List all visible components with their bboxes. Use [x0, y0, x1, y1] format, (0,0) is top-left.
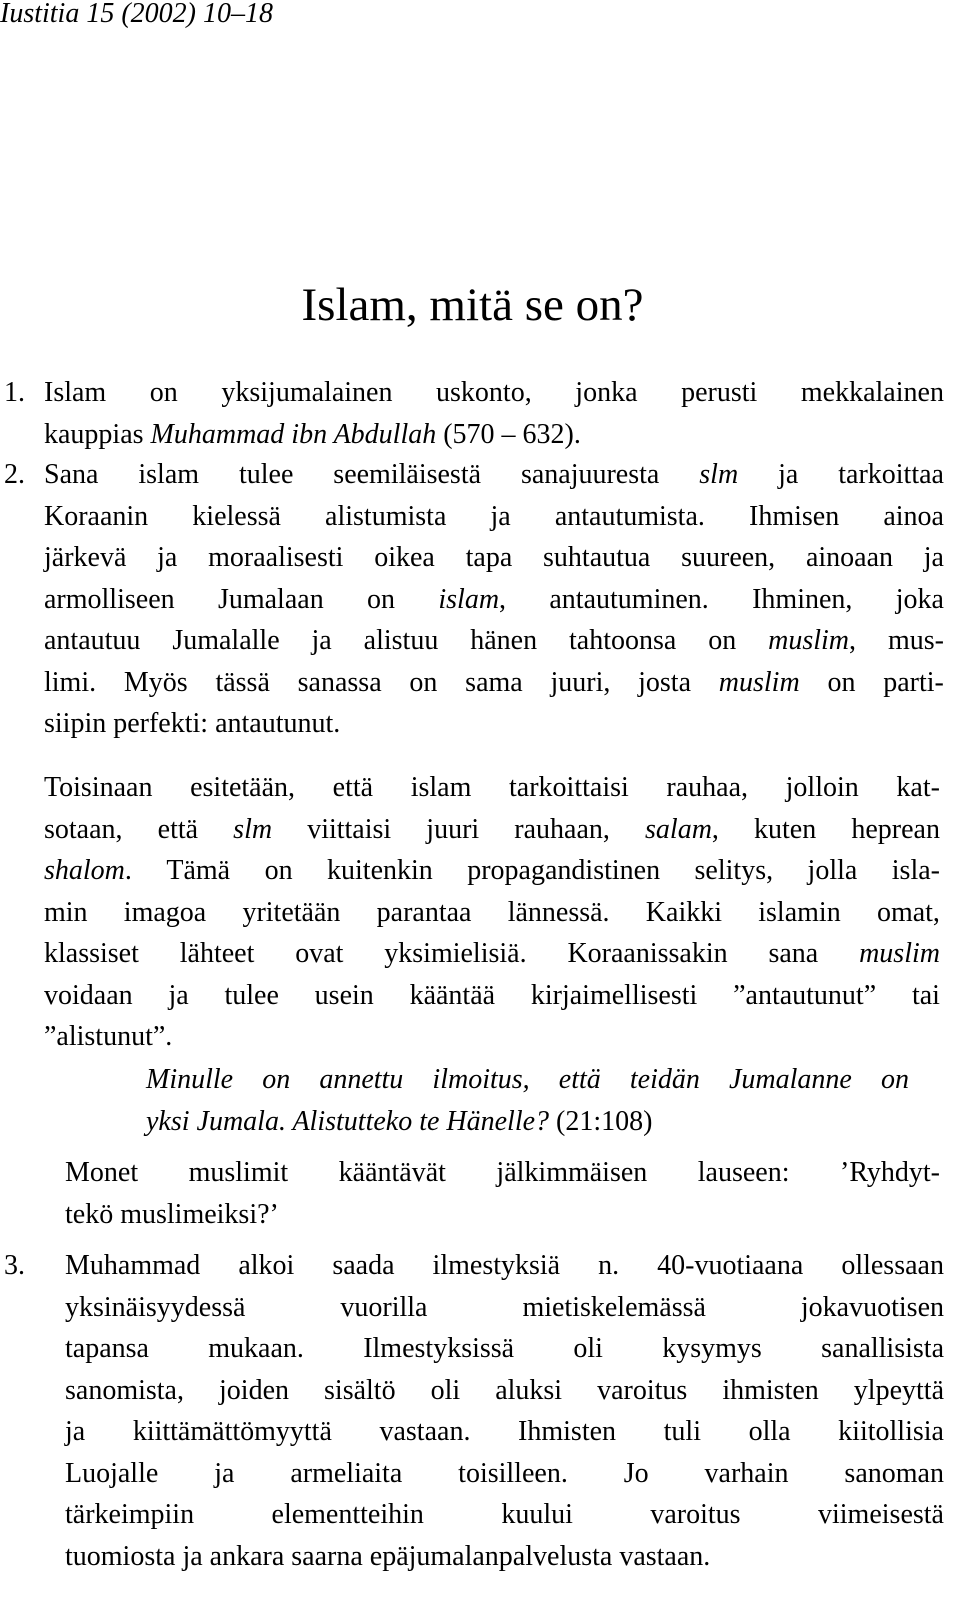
word: parti-	[883, 666, 944, 698]
word: sisältö	[324, 1374, 396, 1406]
text-line	[44, 620, 944, 662]
text-run: kauppias	[44, 418, 151, 450]
word: joka	[895, 583, 944, 615]
word: suureen,	[681, 542, 776, 573]
word: selitys,	[694, 855, 774, 886]
text-line	[44, 933, 940, 975]
text-line	[44, 496, 944, 538]
word: omat,	[876, 896, 940, 928]
word: varoitus	[650, 1499, 741, 1530]
word: Jumalalle	[172, 625, 280, 656]
word: Monet	[65, 1157, 139, 1188]
word: armolliseen	[44, 583, 175, 615]
word: voidaan	[44, 979, 133, 1011]
word: oli	[430, 1374, 461, 1406]
word: joiden	[219, 1374, 290, 1406]
word: antautuu	[44, 625, 141, 656]
text-run: tuomiosta ja ankara saarna epäjumalanpalvelusta vastaan.	[65, 1540, 711, 1572]
word: juuri,	[550, 666, 611, 698]
word: että	[332, 772, 374, 803]
word: Koraanin	[44, 500, 149, 532]
word: antautuminen.	[549, 583, 709, 615]
word: muslim	[718, 666, 800, 698]
word: tuli	[663, 1416, 701, 1447]
word: ilmoitus,	[432, 1064, 530, 1095]
word: mekkalainen	[800, 377, 944, 408]
word: ainoa	[883, 500, 944, 532]
word: Sana	[44, 459, 99, 490]
word: ja	[923, 542, 944, 573]
word: uskonto,	[436, 377, 532, 408]
word: sanomista,	[65, 1374, 184, 1406]
text-run: (21:108)	[549, 1105, 653, 1137]
word: kielessä	[192, 500, 281, 532]
word: Luojalle	[65, 1457, 159, 1489]
text-line	[44, 414, 944, 456]
text-line	[65, 1453, 944, 1495]
word: suhtautua	[543, 542, 651, 573]
word: antautumista.	[554, 500, 705, 532]
item-body	[44, 454, 944, 745]
word: ja	[778, 459, 799, 490]
word: Koraanissakin	[567, 938, 728, 969]
word: josta	[638, 666, 692, 698]
text-line	[65, 1370, 944, 1412]
word: sama	[465, 666, 523, 698]
word: limi.	[44, 666, 97, 698]
word: on	[409, 666, 438, 698]
word: on	[264, 855, 293, 886]
text-line	[44, 850, 940, 892]
word: Kaikki	[645, 896, 723, 928]
word: muslim,	[768, 625, 857, 656]
word: islam,	[438, 583, 507, 615]
word: sana	[768, 938, 819, 969]
text-line	[65, 1494, 944, 1536]
word: kuten	[754, 813, 817, 845]
word: on	[708, 625, 737, 656]
word: olla	[748, 1416, 791, 1447]
word: yksimielisiä.	[384, 938, 527, 969]
item-number: 2.	[4, 459, 25, 490]
item-number: 3.	[4, 1250, 25, 1281]
word: salam,	[645, 813, 719, 845]
text-run: ”alistunut”.	[44, 1021, 173, 1052]
text-line	[65, 1328, 944, 1370]
word: tulee	[238, 459, 294, 490]
word: ja	[490, 500, 511, 532]
word: usein	[314, 979, 374, 1011]
text-line	[44, 975, 940, 1017]
article-title: Islam, mitä se on?	[301, 279, 644, 331]
word: islamin	[758, 896, 841, 928]
paragraph-peace-interpretation	[44, 767, 940, 1058]
word: tahtoonsa	[569, 625, 677, 656]
word: oikea	[374, 542, 435, 573]
word: klassiset	[44, 938, 139, 969]
word: alistuu	[363, 625, 439, 656]
word: kirjaimellisesti	[530, 979, 698, 1011]
text-line	[65, 1152, 940, 1194]
word: Jumalaan	[217, 583, 324, 615]
word: teidän	[629, 1064, 700, 1095]
word: heprean	[851, 813, 940, 845]
word: varhain	[704, 1457, 789, 1489]
word: Toisinaan	[44, 772, 153, 803]
word: tapa	[465, 542, 513, 573]
word: viittaisi	[307, 813, 392, 845]
word: vastaan.	[379, 1416, 471, 1447]
text-line	[44, 537, 944, 579]
word: sanoman	[844, 1457, 944, 1489]
word: mukaan.	[208, 1333, 304, 1364]
word: mus-	[887, 625, 944, 656]
text-line	[65, 1194, 940, 1236]
word: ovat	[295, 938, 344, 969]
word: shalom.	[44, 855, 132, 886]
word: Islam	[44, 377, 107, 408]
word: mietiskelemässä	[522, 1291, 706, 1323]
word: slm	[699, 459, 739, 490]
word: varoitus	[597, 1374, 688, 1406]
word: ihmisten	[722, 1374, 819, 1406]
word: ja	[214, 1457, 235, 1489]
item-number: 1.	[4, 377, 25, 408]
paragraph-translation-note	[65, 1152, 940, 1235]
word: 40-vuotiaana	[657, 1250, 804, 1281]
word: kääntävät	[338, 1157, 446, 1188]
word: Ihminen,	[752, 583, 853, 615]
word: että	[558, 1064, 601, 1095]
word: yritetään	[242, 896, 341, 928]
word: yksinäisyydessä	[65, 1291, 246, 1323]
word: tarkoittaa	[838, 459, 944, 490]
word: Jumalanne	[728, 1064, 852, 1095]
word: on	[880, 1064, 909, 1095]
word: kuitenkin	[327, 855, 433, 886]
word: min	[44, 896, 88, 928]
word: ’Ryhdyt-	[840, 1157, 940, 1188]
word: islam	[138, 459, 200, 490]
word: on	[262, 1064, 291, 1095]
word: tarkoittaisi	[509, 772, 629, 803]
text-run: siipin perfekti: antautunut.	[44, 708, 341, 739]
word: lännessä.	[507, 896, 610, 928]
word: ”antautunut”	[733, 979, 877, 1011]
word: ollessaan	[841, 1250, 944, 1281]
word: on	[367, 583, 396, 615]
word: jokavuotisen	[800, 1291, 944, 1323]
word: tässä	[215, 666, 270, 698]
word: jälkimmäisen	[496, 1157, 648, 1188]
word: Jo	[623, 1457, 649, 1489]
text-line	[44, 1016, 940, 1058]
word: Myös	[123, 666, 188, 698]
text-line	[44, 767, 940, 809]
word: on	[149, 377, 178, 408]
koran-quote	[146, 1059, 909, 1142]
word: esitetään,	[190, 772, 296, 803]
word: että	[157, 813, 199, 845]
word: juuri	[426, 813, 480, 845]
word: n.	[598, 1250, 620, 1281]
text-run: tekö muslimeiksi?’	[65, 1198, 279, 1230]
word: muslimit	[188, 1157, 289, 1188]
word: imagoa	[123, 896, 207, 928]
word: rauhaan,	[514, 813, 610, 845]
word: kääntää	[409, 979, 496, 1011]
word: Ihmisten	[518, 1416, 617, 1447]
word: rauhaa,	[666, 772, 749, 803]
word: oli	[573, 1333, 603, 1364]
word: moraalisesti	[208, 542, 344, 573]
word: elementteihin	[271, 1499, 424, 1530]
word: Muhammad	[65, 1250, 201, 1281]
word: sanallisista	[821, 1333, 944, 1364]
word: viimeisestä	[818, 1499, 944, 1530]
word: tulee	[224, 979, 279, 1011]
word: ja	[157, 542, 178, 573]
word: kiittämättömyyttä	[132, 1416, 332, 1447]
text-line	[65, 1245, 944, 1287]
word: ja	[65, 1416, 86, 1447]
italic-run: Muhammad ibn Abdullah	[150, 418, 437, 450]
text-line	[65, 1287, 944, 1329]
word: kuului	[501, 1499, 573, 1530]
word: slm	[233, 813, 273, 845]
item-body	[65, 1245, 944, 1577]
text-line	[44, 892, 940, 934]
word: annettu	[319, 1064, 404, 1095]
word: yksijumalainen	[221, 377, 393, 408]
word: tapansa	[65, 1333, 149, 1364]
item-body	[44, 372, 944, 455]
word: toisilleen.	[458, 1457, 568, 1489]
word: kat-	[896, 772, 940, 803]
word: islam	[410, 772, 472, 803]
text-line	[65, 1536, 944, 1578]
word: jolloin	[785, 772, 859, 803]
word: parantaa	[376, 896, 472, 928]
word: jonka	[575, 377, 638, 408]
word: propagandistinen	[467, 855, 661, 886]
word: seemiläisestä	[333, 459, 482, 490]
word: jolla	[807, 855, 858, 886]
word: aluksi	[495, 1374, 563, 1406]
text-run: (570 – 632).	[436, 418, 581, 450]
word: Ihmisen	[749, 500, 840, 532]
text-line	[44, 454, 944, 496]
word: ainoaan	[805, 542, 893, 573]
word: saada	[332, 1250, 395, 1281]
word: alkoi	[238, 1250, 295, 1281]
word: lauseen:	[697, 1157, 790, 1188]
word: tärkeimpiin	[65, 1499, 195, 1530]
word: Ilmestyksissä	[363, 1333, 515, 1364]
text-line	[44, 703, 944, 745]
word: alistumista	[325, 500, 447, 532]
word: ilmestyksiä	[432, 1250, 561, 1281]
word: on	[827, 666, 856, 698]
text-line	[44, 579, 944, 621]
word: lähteet	[179, 938, 255, 969]
word: tai	[911, 979, 940, 1011]
word: perusti	[681, 377, 758, 408]
word: ylpeyttä	[853, 1374, 944, 1406]
word: sanajuuresta	[520, 459, 660, 490]
word: kiitollisia	[838, 1416, 944, 1447]
italic-run: yksi Jumala. Alistutteko te Hänelle?	[146, 1105, 550, 1137]
word: sanassa	[297, 666, 382, 698]
word: Tämä	[166, 855, 231, 886]
word: muslim	[859, 938, 940, 969]
text-line	[44, 372, 944, 414]
text-line	[65, 1411, 944, 1453]
word: sotaan,	[44, 813, 123, 845]
word: järkevä	[44, 542, 127, 573]
journal-reference: Iustitia 15 (2002) 10–18	[0, 0, 273, 29]
text-line	[146, 1059, 909, 1101]
word: hänen	[470, 625, 538, 656]
word: armeliaita	[290, 1457, 403, 1489]
word: ja	[168, 979, 189, 1011]
word: isla-	[891, 855, 940, 886]
word: ja	[311, 625, 332, 656]
word: kysymys	[662, 1333, 762, 1364]
word: vuorilla	[340, 1291, 428, 1323]
text-line	[146, 1101, 909, 1143]
text-line	[44, 809, 940, 851]
text-line	[44, 662, 944, 704]
word: Minulle	[146, 1064, 234, 1095]
